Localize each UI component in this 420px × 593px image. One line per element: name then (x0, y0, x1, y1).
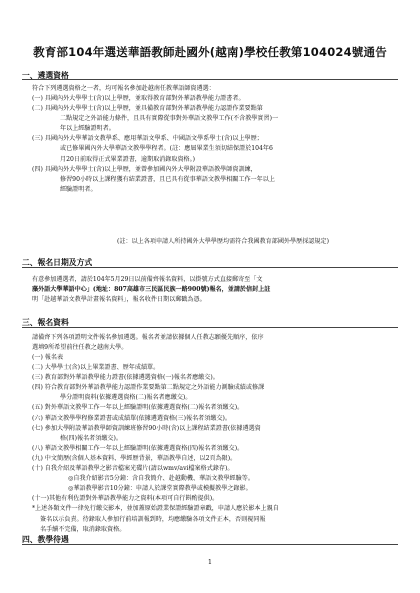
criterion-4-line-3: 經驗證明者。 (60, 185, 97, 193)
section-2-rule (22, 267, 398, 268)
criteria-list (32, 94, 278, 195)
documents-intro (32, 333, 264, 353)
document-title: 教育部104年選送華語教師赴國外(越南)學校任教第104024號通告 (33, 45, 387, 59)
criterion-4-line-2: 修習90小時以上課程獲有結業證書，且已具有從事華語文教學相關工作一年以上 (60, 175, 275, 183)
documents-footnote-continued: 名手續不完備，取消錄取資格。 (40, 525, 126, 533)
criterion-3-line-1: (三) 具國內外大學華語文教學系、應用華語文學系、中國語文學系學士(含)以上學歷； (32, 135, 263, 143)
application-line-2: 藻外語大學華語中心」(地址：807高雄市三民區民族一路900號)報名，並請於信封上註 (32, 286, 271, 294)
section-1-rule (22, 79, 398, 80)
document-subitem: ◎華語教學影音10分鐘：申請人於課堂實際教學或模擬教學之錄影。 (68, 485, 252, 493)
section-4-heading: 四、教學待遇 (22, 535, 69, 544)
document-item: (十) 自我介紹及華語教學之影音檔案光碟片(請以wmv/avi檔案格式錄存)。 (32, 465, 234, 473)
application-method (32, 275, 270, 305)
document-item: (一) 報名表 (32, 354, 64, 361)
section-3-heading: 三、報名資料 (22, 318, 69, 327)
criterion-4-line-1: (四) 具國內外大學學士(含)以上學歷，並曾參加國內外大學附設華語教學師資訓練， (32, 165, 257, 173)
document-item: (三) 教育部對外華語教學能力證書(依據遴選資格(一)報名者應繳交)。 (32, 374, 219, 382)
document-item-continued: 格(四)報名者須繳交)。 (60, 434, 122, 442)
document-item: (八) 華語文教學相關工作一年以上經驗證明(依據遴選資格(四)報名者須繳交)。 (32, 444, 244, 452)
criterion-3-line-2: 或已修畢國內外大學華語文教學學程者。(註：應屆畢業生須切結保證於104年6 (60, 145, 273, 153)
intro-line: 符合下列遴選資格之一者，均可報名參加赴越南任教華語師資遴選： (32, 85, 215, 92)
document-item: (六) 華語文教學學程修業證書或成績單(依據遴選資格(三)報名者須繳交)。 (32, 414, 232, 422)
document-subitem: ◎自我介紹影音5分鐘：含自我簡介、赴越動機、華語文教學經驗等。 (68, 475, 254, 483)
application-line-1: 有意參加遴選者，請於104年5月29日以前備齊報名資料，以掛號方式直接郵寄至「文 (32, 276, 263, 283)
documents-footnote-continued: 簽名以示負責。待錄取人參加行前培訓報到時，均應繳驗各項文件正本，否則視同報 (40, 515, 266, 523)
documents-intro-line-1: 請備齊下列各項證明文件報名參加遴選。報名者並請依據個人任教志願優先順序，依序 (32, 334, 264, 341)
document-item-continued: 學分證明資料(依據遴選資格(二)報名者應繳交)。 (60, 394, 192, 402)
document-item: (五) 對外華語文教學工作一年以上經驗證明(依據遴選資格(二)報名者須繳交)。 (32, 404, 244, 412)
documents-list (32, 353, 279, 535)
page-number: 1 (207, 558, 213, 566)
criterion-2-line-3: 年以上經驗證明者。 (60, 125, 115, 133)
section-4-rule (22, 544, 398, 545)
document-item: (四) 符合教育部對外華語教學能力認證作業要點第二點規定之外語能力測驗成績或修課 (32, 384, 265, 392)
document-item: (二) 大學學士(含)以上畢業證書、歷年成績單。 (32, 364, 160, 372)
document-item: (十一)其他有利佐證對外華語教學能力之資料(本項可自行斟酌提供)。 (32, 495, 219, 503)
section-1-heading: 一、遴選資格 (22, 71, 69, 80)
documents-intro-line-2: 選填9所希望前往任教之越南大學。 (32, 344, 128, 352)
application-line-3: 明「赴越華語文教學計畫報名資料」，報名收件日期以郵戳為憑。 (32, 296, 206, 304)
section-2-heading: 二、報名日期及方式 (22, 258, 93, 267)
criterion-3-line-3: 月20日前取得正式畢業證書，逾期取消錄取資格。) (60, 155, 196, 163)
section-3-rule (22, 327, 398, 328)
section-1-intro (32, 84, 215, 94)
degree-note-text: (註：以上各項申請人所持國外大學學歷均需符合我國教育部國外學歷採認規定) (117, 238, 329, 245)
document-item: (七) 參加大學附設華語教學師資訓練班修習90小時(含)以上課程結業證書(依據遴選資 (32, 424, 261, 432)
documents-footnote: *上述各類文件一律免行繳交影本，並加蓋原始證業保證經驗證章戳，申請人應於影本上親自 (32, 505, 279, 513)
document-item: (九) 中文簡歷(含個人基本資料、學經歷背景，華語教學自述，以2頁為限)。 (32, 454, 237, 462)
criterion-2-line-2: 二點規定之外語能力條件，且具有實際從事對外華語文教學工作(不含教學實習)一 (60, 115, 279, 123)
criterion-1-line-1: (一) 具國內外大學學士(含)以上學歷，並取得教育部對外華語教學能力證書者。 (32, 95, 245, 102)
criterion-2-line-1: (二) 具國內外大學學士(含)以上學歷，並具備教育部對外華語教學能力認證作業要點第 (32, 105, 263, 113)
degree-note (117, 237, 329, 247)
